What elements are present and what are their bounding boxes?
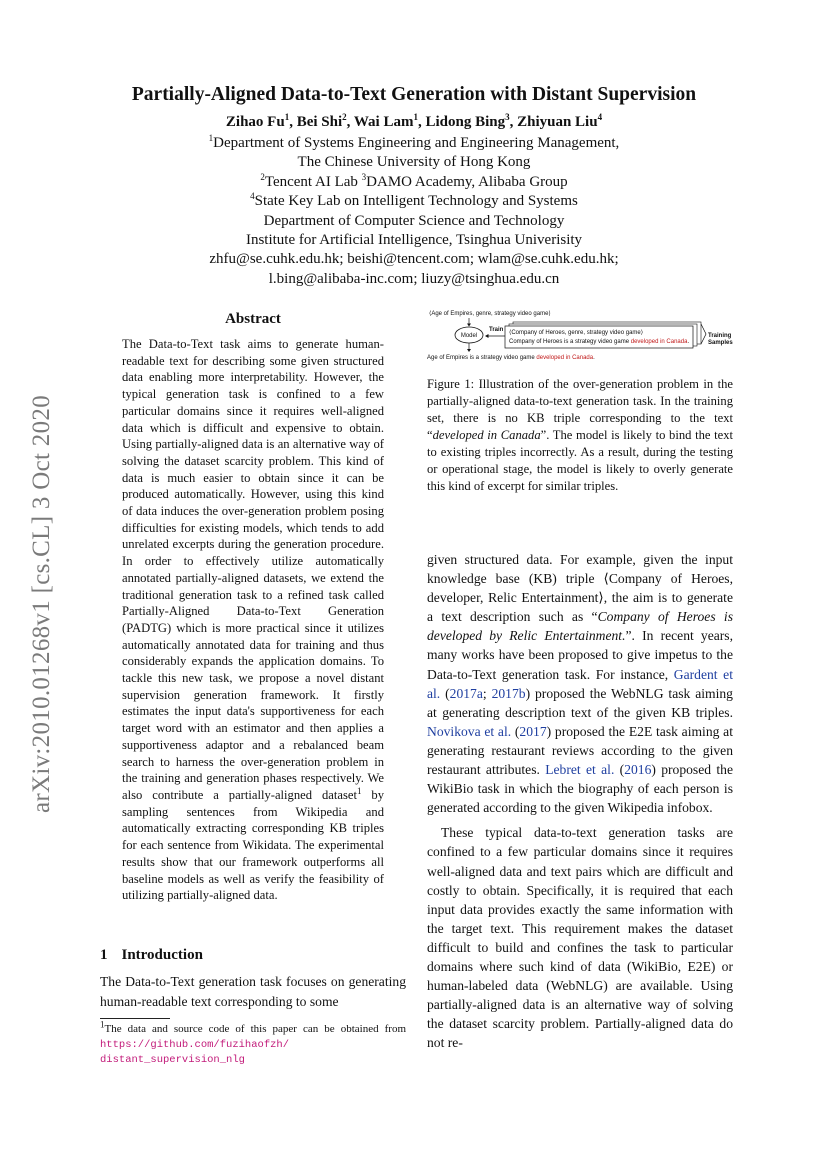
- affiliation-text: DAMO Academy, Alibaba Group: [366, 173, 568, 190]
- figure-input-triple: ⟨Age of Empires, genre, strategy video game⟩: [429, 311, 551, 317]
- body-text: given structured data. For example, given the input knowledge base (KB) triple ⟨Company of Heroes, developer, Relic Entertainment⟩, the aim is to generate a text description such as “: [427, 552, 733, 625]
- figure-arrowhead: [467, 349, 471, 352]
- footnote-mark[interactable]: 1: [356, 785, 362, 796]
- figure-output-sentence: [427, 355, 595, 361]
- citation-link[interactable]: Novikova et al.: [427, 723, 512, 739]
- affiliation-line: [0, 173, 828, 192]
- figure-train-label: Train: [489, 327, 504, 333]
- affil-mark: 2: [260, 171, 265, 182]
- section-title: Introduction: [121, 947, 203, 963]
- affil-mark: 1: [208, 133, 214, 143]
- section-number: 1: [100, 947, 108, 963]
- paper-title: Partially-Aligned Data-to-Text Generation with Distant Supervision: [131, 84, 697, 105]
- body-text: proposed the WikiBio task in which the biography of each person is generated according to the given Wikipedia infobox.: [427, 762, 733, 816]
- body-italic: Company of Heroes is developed by Relic Entertainment.: [427, 609, 733, 644]
- author-name: Zihao Fu: [225, 114, 285, 130]
- caption-text: ”. The model is likely to bind the text to existing triples incorrectly. As a result, during the testing or operational stage, the model is likely to overly generate this kind of excerpt for similar triples.: [427, 428, 733, 493]
- caption-label: Figure 1:: [427, 377, 479, 391]
- figure-training-label: Training: [708, 333, 732, 339]
- citation-link[interactable]: 2017: [519, 723, 547, 739]
- author-name: Wai Lam: [353, 114, 414, 130]
- body-text: proposed the E2E task aiming at generating restaurant reviews according to the given restaurant attributes.: [427, 723, 733, 778]
- figure-samples-label: Samples: [708, 340, 733, 346]
- figure-arrowhead: [485, 334, 489, 338]
- body-paragraph: given structured data. For example, given the input knowledge base (KB) triple ⟨Company of Heroes, developer, Relic Entertainment⟩, the aim is to generate a text description such as “Company of Heroes is developed by Relic Entertainment.”. In recent years, many works have been proposed to give impetus to the Data-to-Text generation task. For instance, Gardent et al. (2017a; 2017b) proposed the WebNLG task aiming at generating description text of the given KB triples. Novikova et al. (2017) proposed the E2E task aiming at generating restaurant reviews according to the given restaurant attributes. Lebret et al. (2016) proposed the WikiBio task in which the biography of each person is generated according to the given Wikipedia infobox.: [427, 552, 733, 816]
- author-name: Zhiyuan Liu: [517, 114, 598, 130]
- figure-model-label: Model: [460, 333, 478, 339]
- figure-caption: [427, 376, 733, 495]
- figure-diagram: [425, 308, 733, 368]
- footnote-link[interactable]: https://github.com/fuzihaofzh/: [100, 1038, 290, 1051]
- affiliation-line: The Chinese University of Hong Kong: [297, 154, 531, 171]
- affiliation-text: State Key Lab on Intelligent Technology and Systems: [254, 193, 578, 210]
- section-heading: [100, 947, 203, 964]
- body-paragraph: These typical data-to-text generation tasks are confined to a few particular domains since it requires well-aligned data and text pairs which are difficult and costly to obtain. Specifically, it is required that each input data provides exactly the same information with the target text. This requirement makes the dataset difficult to build and confines the task to particular domains where such kind of data (WikiBio, E2E) or human-labeled data (WebNLG) are available. Using partially-aligned data is an alternative way of solving the dataset scarcity problem. Partially-aligned data do not re-: [427, 825, 733, 1051]
- arxiv-identifier: arXiv:2010.01268v1 [cs.CL] 3 Oct 2020: [28, 395, 55, 813]
- intro-paragraph: The Data-to-Text generation task focuses on generating human-readable text corresponding to some: [100, 974, 406, 1009]
- email-line: l.bing@alibaba-inc.com; liuzy@tsinghua.edu.cn: [268, 270, 560, 287]
- body-text: ”. In recent years, many works have been proposed to give impetus to the Data-to-Text generation task. For instance,: [427, 628, 733, 682]
- footnote-rule: [100, 1018, 170, 1019]
- author-name: Bei Shi: [296, 114, 343, 130]
- affiliation-line: [0, 134, 828, 153]
- affil-mark: 3: [361, 171, 367, 182]
- figure-output-text: Age of Empires is a strategy video game: [427, 355, 537, 361]
- affiliation-text: Department of Systems Engineering and Engineering Management,: [213, 135, 620, 151]
- author-separator: ,: [417, 114, 426, 130]
- citation-link[interactable]: 2017b: [491, 685, 526, 701]
- abstract-text: The Data-to-Text task aims to generate human-readable text for describing some given structured data enabling more interpretability. However, the typical generation task is confined to a few particular domains since it requires well-aligned data which is difficult and expensive to obtain. Using partially-aligned data is an alternative way of solving the dataset scarcity problem. This kind of data is much easier to obtain since it can be produced automatically. However, using this kind of data induces the over-generation problem posing difficulties for existing models, which tends to add unrelated excerpts during the generation procedure. In order to effectively utilize automatically annotated partially-aligned datasets, we extend the traditional generation task to a refined task called Partially-Aligned Data-to-Text Generation (PADTG) which is more practical since it utilizes automatically annotated data for training and thus considerably expands the application domains. To tackle this new task, we propose a novel distant supervision generation framework. It firstly estimates the input data's supportiveness for each target word with an estimator and then applies a supportiveness adaptor and a rebalanced beam search to harness the over-generation problem in the training and generation phases respectively. We also contribute a partially-aligned dataset: [122, 337, 384, 802]
- abstract-body: [122, 336, 384, 904]
- author-affil-mark: 1: [284, 112, 290, 122]
- affiliation-line: [0, 192, 828, 211]
- author-affil-mark: 4: [597, 112, 603, 122]
- figure-sample-end: .: [687, 339, 690, 345]
- figure-output-end: .: [593, 355, 595, 361]
- body-text: proposed the WebNLG task aiming at generating description text of the given KB triples.: [427, 685, 733, 720]
- figure-sample-highlight: developed in Canada: [630, 339, 688, 345]
- caption-italic: developed in Canada: [432, 428, 541, 442]
- author-affil-mark: 3: [505, 112, 510, 122]
- body-right-column: [427, 550, 733, 1052]
- figure-output-highlight: developed in Canada: [536, 355, 594, 361]
- abstract-text: by sampling sentences from Wikipedia and automatically extracting corresponding KB triples for each sentence from Wikidata. The experimental results show that our framework outperforms all baseline models as well as verify the feasibility of utilizing partially-aligned data.: [122, 787, 385, 903]
- caption-text: Illustration of the over-generation problem in the partially-aligned data-to-text generation task. In the training set, there is no KB triple corresponding to the text “: [427, 377, 733, 442]
- citation-link[interactable]: 2017a: [449, 685, 483, 701]
- affiliation-line: Department of Computer Science and Technology: [263, 212, 565, 229]
- footnote: [100, 1019, 406, 1068]
- figure-brace: [701, 324, 706, 344]
- footnote-link[interactable]: distant_supervision_nlg: [100, 1054, 245, 1066]
- citation-link[interactable]: Gardent et al.: [427, 666, 733, 701]
- footnote-text: The data and source code of this paper can be obtained from: [104, 1023, 406, 1035]
- email-line: zhfu@se.cuhk.edu.hk; beishi@tencent.com; wlam@se.cuhk.edu.hk;: [209, 251, 619, 268]
- author-separator: ,: [346, 114, 354, 130]
- citation-link[interactable]: 2016: [624, 762, 652, 778]
- author-list: [0, 114, 828, 131]
- author-affil-mark: 2: [342, 112, 347, 122]
- affiliations: [0, 134, 828, 289]
- affil-mark: 4: [250, 191, 255, 202]
- abstract-heading: Abstract: [225, 311, 281, 327]
- author-affil-mark: 1: [413, 112, 418, 122]
- affiliation-text: Tencent AI Lab: [264, 173, 362, 190]
- figure-sample-triple: ⟨Company of Heroes, genre, strategy video game⟩: [509, 330, 644, 336]
- author-name: Lidong Bing: [425, 114, 506, 130]
- footnote-mark: 1: [100, 1019, 105, 1030]
- author-separator: ,: [289, 114, 297, 130]
- affiliation-line: Institute for Artificial Intelligence, Tsinghua Univerisity: [245, 232, 583, 249]
- figure-sample-sentence: [509, 339, 689, 345]
- figure-sample-text: Company of Heroes is a strategy video game: [509, 339, 631, 345]
- author-separator: ,: [509, 114, 518, 130]
- citation-link[interactable]: Lebret et al.: [545, 762, 615, 778]
- figure-arrowhead: [467, 324, 471, 327]
